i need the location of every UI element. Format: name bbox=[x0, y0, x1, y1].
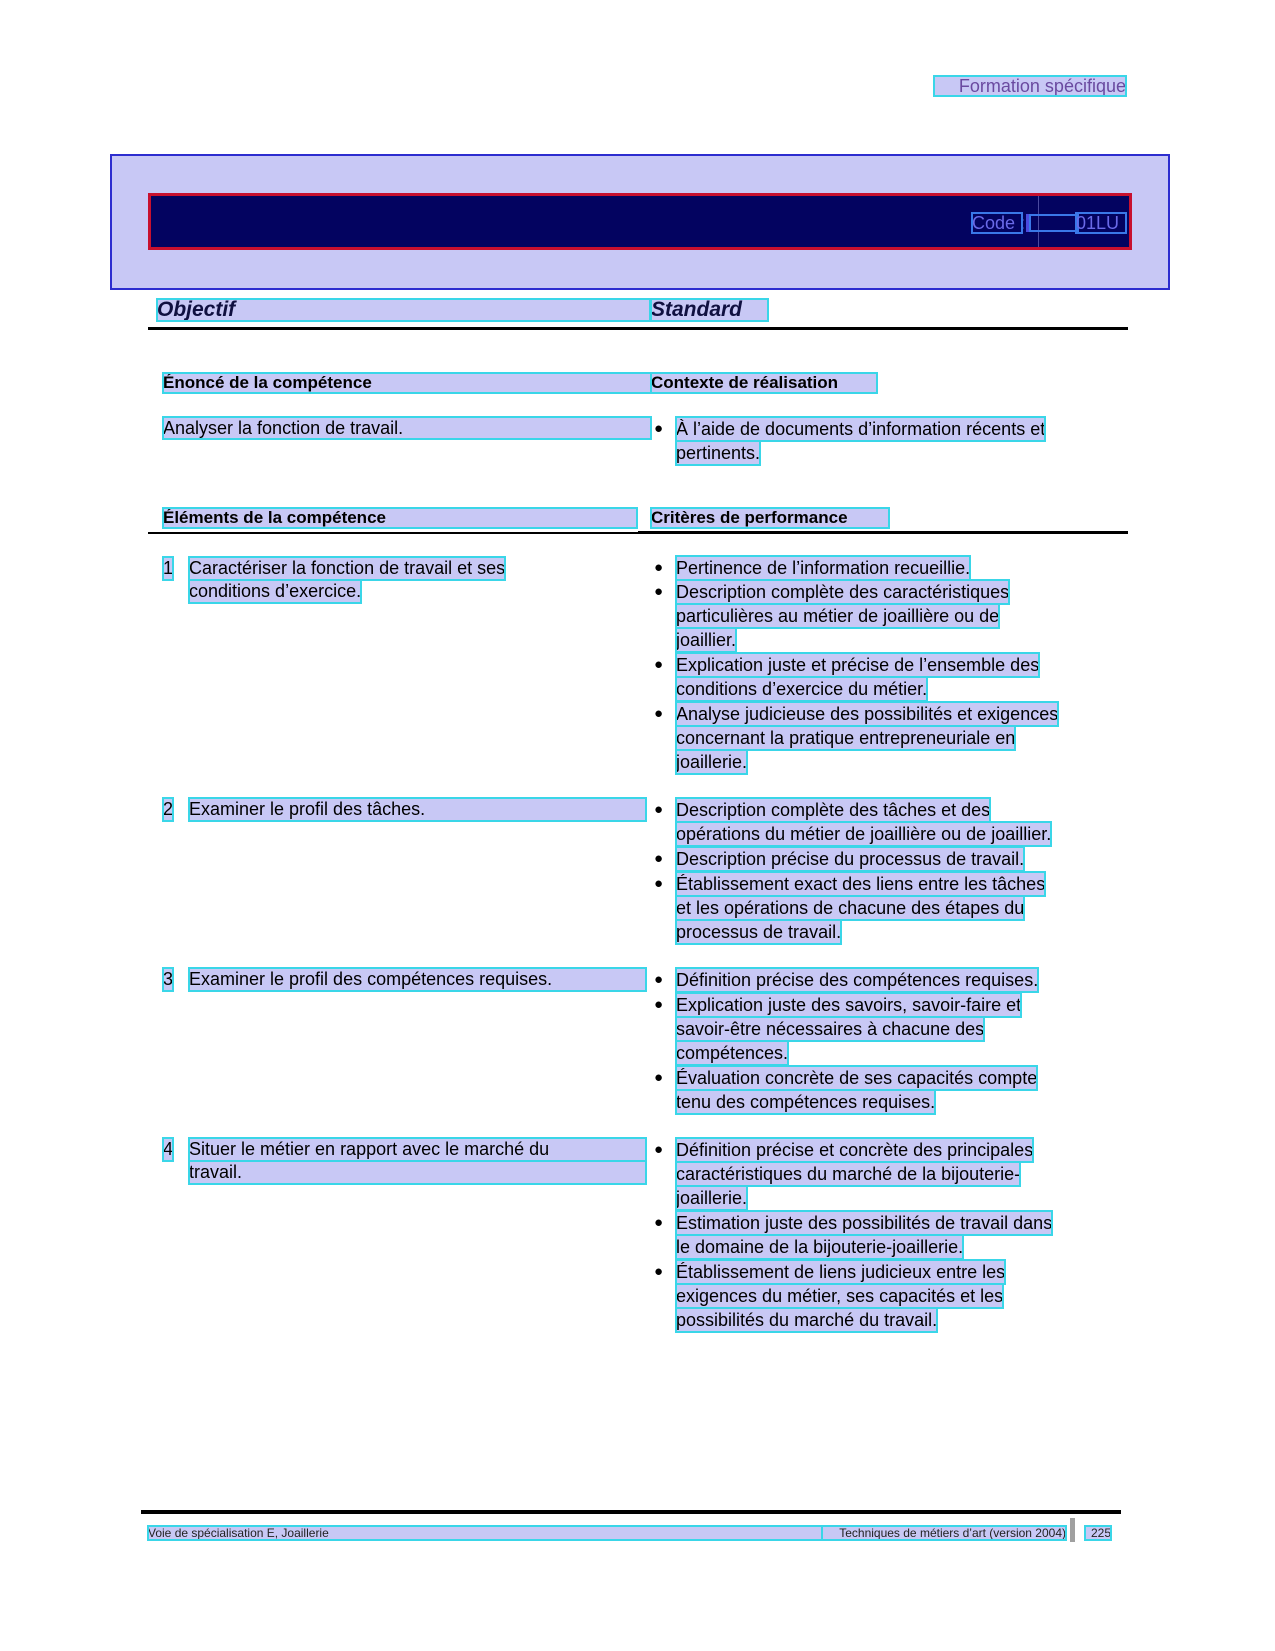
bullet-icon: ● bbox=[654, 1069, 664, 1086]
footer-right: Techniques de métiers d’art (version 2004) bbox=[822, 1526, 1066, 1540]
criterion-line: exigences du métier, ses capacités et les bbox=[676, 1286, 1004, 1306]
criterion-line: Définition précise des compétences requises. bbox=[676, 970, 1039, 990]
criterion-item bbox=[676, 653, 1039, 701]
criterion-item bbox=[676, 580, 1009, 652]
bullet-icon: ● bbox=[654, 583, 664, 600]
code-value: 01LU bbox=[1076, 213, 1126, 233]
criterion-line: Évaluation concrète de ses capacités compte bbox=[676, 1068, 1038, 1088]
code-field bbox=[1030, 215, 1078, 231]
bullet-icon: ● bbox=[654, 420, 664, 437]
criterion-line: Description complète des caractéristiques bbox=[676, 582, 1010, 602]
criterion-line: processus de travail. bbox=[676, 922, 842, 942]
bullet-icon: ● bbox=[654, 1263, 664, 1280]
criterion-line: Explication juste et précise de l’ensemble des bbox=[676, 655, 1040, 675]
criterion-line: joaillerie. bbox=[676, 752, 748, 772]
element-line: conditions d’exercice. bbox=[189, 581, 362, 601]
code-label: Code : bbox=[972, 213, 1026, 233]
criterion-line: Explication juste des savoirs, savoir-faire et bbox=[676, 995, 1022, 1015]
context-line: À l’aide de documents d’information récents et bbox=[676, 419, 1046, 439]
criterion-line: concernant la pratique entrepreneuriale en bbox=[676, 728, 1016, 748]
bullet-icon: ● bbox=[654, 559, 664, 576]
bullet-icon: ● bbox=[654, 656, 664, 673]
bullet-icon: ● bbox=[654, 705, 664, 722]
context-line: pertinents. bbox=[676, 443, 761, 463]
criterion-item bbox=[676, 1211, 1052, 1259]
criterion-item bbox=[676, 968, 1038, 992]
elements-heading: Éléments de la compétence bbox=[163, 508, 637, 528]
element-line: Examiner le profil des tâches. bbox=[189, 798, 646, 821]
criteria-heading: Critères de performance bbox=[651, 508, 889, 528]
element-number: 1 bbox=[163, 558, 174, 578]
bullet-icon: ● bbox=[654, 1141, 664, 1158]
criterion-item bbox=[676, 1260, 1005, 1332]
criterion-item bbox=[676, 702, 1058, 774]
context-item bbox=[676, 417, 1045, 465]
criterion-item bbox=[676, 1138, 1033, 1210]
footer-separator bbox=[1070, 1518, 1075, 1542]
competence-statement: Analyser la fonction de travail. bbox=[163, 417, 651, 439]
criterion-item bbox=[676, 872, 1045, 944]
criterion-item bbox=[676, 847, 1024, 871]
element-number: 4 bbox=[163, 1139, 174, 1159]
criterion-item bbox=[676, 798, 1051, 846]
element-line: travail. bbox=[189, 1161, 646, 1184]
criterion-line: Description complète des tâches et des bbox=[676, 800, 991, 820]
competence-heading: Énoncé de la compétence bbox=[163, 373, 652, 393]
criterion-line: Établissement de liens judicieux entre les bbox=[676, 1262, 1006, 1282]
criterion-item bbox=[676, 993, 1021, 1065]
heading-rule bbox=[148, 327, 1128, 330]
criterion-line: Établissement exact des liens entre les tâches bbox=[676, 874, 1046, 894]
elements-rule bbox=[148, 532, 638, 534]
header-label: Formation spécifique bbox=[934, 76, 1126, 96]
bullet-icon: ● bbox=[654, 1214, 664, 1231]
element-line: Caractériser la fonction de travail et ses bbox=[189, 558, 506, 578]
criterion-line: joaillerie. bbox=[676, 1188, 748, 1208]
element-item bbox=[189, 1138, 646, 1184]
criterion-item bbox=[676, 1066, 1037, 1114]
criterion-line: possibilités du marché du travail. bbox=[676, 1310, 938, 1330]
bullet-icon: ● bbox=[654, 971, 664, 988]
element-line: Situer le métier en rapport avec le marché du bbox=[189, 1138, 646, 1161]
element-number: 2 bbox=[163, 799, 174, 819]
criterion-line: Estimation juste des possibilités de travail dans bbox=[676, 1213, 1053, 1233]
standard-heading: Standard bbox=[651, 299, 768, 321]
bullet-icon: ● bbox=[654, 875, 664, 892]
footer-rule bbox=[141, 1510, 1121, 1514]
element-item bbox=[189, 798, 646, 821]
criterion-line: tenu des compétences requises. bbox=[676, 1092, 936, 1112]
criterion-line: le domaine de la bijouterie-joaillerie. bbox=[676, 1237, 964, 1257]
bullet-icon: ● bbox=[654, 850, 664, 867]
element-number: 3 bbox=[163, 969, 174, 989]
criterion-line: Pertinence de l’information recueillie. bbox=[676, 558, 971, 578]
criterion-item bbox=[676, 556, 970, 580]
criterion-line: caractéristiques du marché de la bijouterie- bbox=[676, 1164, 1021, 1184]
code-separator bbox=[1026, 214, 1029, 232]
element-item bbox=[189, 968, 646, 991]
criterion-line: Définition précise et concrète des principales bbox=[676, 1140, 1034, 1160]
criterion-line: particulières au métier de joaillière ou de bbox=[676, 606, 1000, 626]
page-number: 225 bbox=[1085, 1526, 1111, 1540]
element-item bbox=[189, 557, 505, 603]
criterion-line: joaillier. bbox=[676, 630, 737, 650]
bullet-icon: ● bbox=[654, 801, 664, 818]
objective-heading: Objectif bbox=[157, 299, 650, 321]
criterion-line: Description précise du processus de travail. bbox=[676, 849, 1025, 869]
criterion-line: Analyse judicieuse des possibilités et exigences bbox=[676, 704, 1059, 724]
criteria-rule bbox=[638, 531, 1128, 534]
element-line: Examiner le profil des compétences requises. bbox=[189, 968, 646, 991]
criterion-line: conditions d’exercice du métier. bbox=[676, 679, 928, 699]
bullet-icon: ● bbox=[654, 996, 664, 1013]
footer-left: Voie de spécialisation E, Joaillerie bbox=[148, 1526, 822, 1540]
criterion-line: savoir-être nécessaires à chacune des bbox=[676, 1019, 985, 1039]
criterion-line: compétences. bbox=[676, 1043, 789, 1063]
criterion-line: opérations du métier de joaillière ou de joaillier. bbox=[676, 824, 1052, 844]
context-heading: Contexte de réalisation bbox=[651, 373, 877, 393]
criterion-line: et les opérations de chacune des étapes du bbox=[676, 898, 1025, 918]
